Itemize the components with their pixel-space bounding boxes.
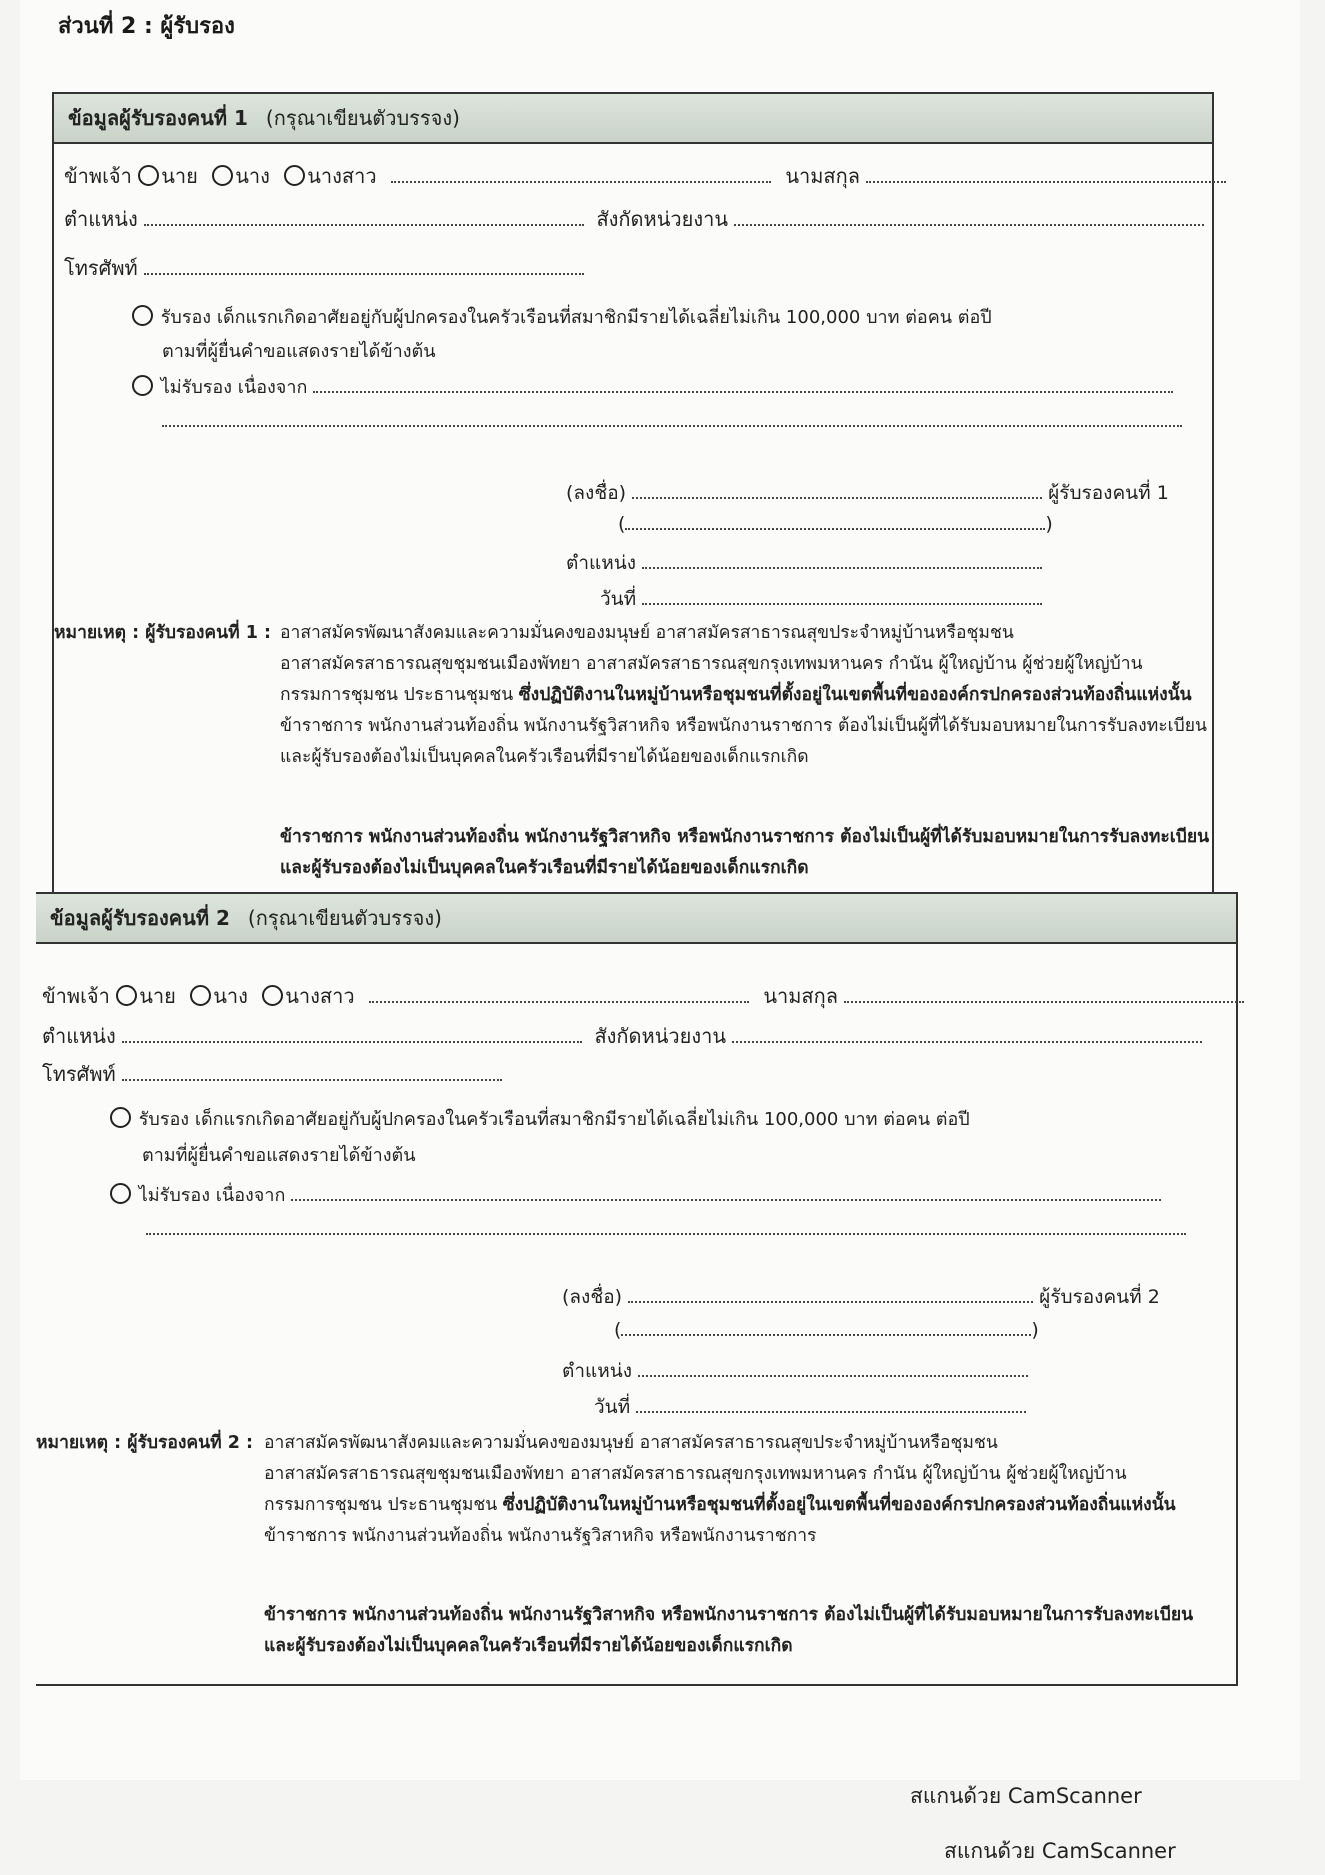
certifier-2-header-hint: (กรุณาเขียนตัวบรรจง) (247, 906, 442, 930)
certifier-2-certify-text-2: ตามที่ผู้ยื่นคำขอแสดงรายได้ข้างต้น (142, 1145, 416, 1166)
signature-field[interactable] (628, 1285, 1033, 1303)
surname-label: นามสกุล (763, 984, 838, 1008)
title-option-mrs[interactable]: นาง (212, 164, 270, 188)
sign-position-field[interactable] (638, 1359, 1028, 1377)
name-field[interactable] (369, 985, 749, 1003)
printed-name-field[interactable] (621, 1318, 1031, 1336)
certifier-1-sign-date-row: วันที่ (600, 584, 1042, 614)
unit-label: สังกัดหน่วยงาน (594, 1024, 726, 1048)
position-label: ตำแหน่ง (64, 207, 138, 231)
phone-label: โทรศัพท์ (42, 1062, 116, 1086)
surname-field[interactable] (844, 985, 1244, 1003)
certifier-2-note-label: หมายเหตุ : ผู้รับรองคนที่ 2 : (36, 1433, 253, 1453)
certifier-1-not-certify-option[interactable]: ไม่รับรอง เนื่องจาก (132, 372, 1173, 401)
reason-field-2[interactable] (146, 1217, 1186, 1235)
certifier-1-certify-text-2: ตามที่ผู้ยื่นคำขอแสดงรายได้ข้างต้น (162, 341, 436, 362)
sign-role: ผู้รับรองคนที่ 1 (1048, 482, 1169, 504)
note-line: ข้าราชการ พนักงานส่วนท้องถิ่น พนักงานรัฐวิสาหกิจ หรือพนักงานราชการ (264, 1526, 817, 1546)
title-option-mrs[interactable]: นาง (190, 984, 248, 1008)
surname-label: นามสกุล (785, 164, 860, 188)
sign-label: (ลงชื่อ) (562, 1286, 623, 1308)
position-field[interactable] (144, 208, 584, 226)
title-option-mr[interactable]: นาย (138, 164, 198, 188)
note-line: อาสาสมัครพัฒนาสังคมและความมั่นคงของมนุษย์ อาสาสมัครสาธารณสุขประจำหมู่บ้านหรือชุมชน (264, 1433, 998, 1453)
phone-field[interactable] (144, 257, 584, 275)
radio-icon[interactable] (110, 1107, 131, 1128)
radio-icon[interactable] (190, 985, 211, 1006)
certifier-1-bold-warning: ข้าราชการ พนักงานส่วนท้องถิ่น พนักงานรัฐวิสาหกิจ หรือพนักงานราชการ ต้องไม่เป็นผู้ที่ได้รับมอบหมายในการรับลงทะเบียน และผู้รับรองต้องไม่เป็นบุคคลในครัวเรือนที่มีรายได้น้อยของเด็กแรกเกิด (280, 827, 1210, 878)
certifier-1-note-body (280, 618, 1207, 773)
reason-field-2[interactable] (162, 409, 1182, 427)
position-label: ตำแหน่ง (42, 1024, 116, 1048)
certifier-2-sign-date-row: วันที่ (594, 1392, 1026, 1422)
sign-date-field[interactable] (642, 587, 1042, 605)
certifier-1-name-row (64, 160, 1226, 192)
certifier-2-printed-name-row: ( ) (614, 1319, 1039, 1341)
printed-name-field[interactable] (625, 512, 1045, 530)
phone-label: โทรศัพท์ (64, 256, 138, 280)
sign-date-field[interactable] (636, 1395, 1026, 1413)
position-field[interactable] (122, 1025, 582, 1043)
certifier-1-sign-row (566, 478, 1169, 508)
note-line: อาสาสมัครสาธารณสุขชุมชนเมืองพัทยา อาสาสมัครสาธารณสุขกรุงเทพมหานคร กำนัน ผู้ใหญ่บ้าน ผู้ช่วยผู้ใหญ่บ้าน (264, 1464, 1127, 1484)
signature-field[interactable] (632, 481, 1042, 499)
unit-field[interactable] (732, 1025, 1202, 1043)
certifier-2-certify-option[interactable]: รับรอง เด็กแรกเกิดอาศัยอยู่กับผู้ปกครองในครัวเรือนที่สมาชิกมีรายได้เฉลี่ยไม่เกิน 100,000 บาท ต่อคน ต่อปี (110, 1104, 970, 1133)
not-certify-reason-field[interactable] (313, 375, 1173, 393)
radio-icon[interactable] (212, 165, 233, 186)
certifier-1-header-title: ข้อมูลผู้รับรองคนที่ 1 (68, 106, 248, 130)
certifier-2-bold-warning: ข้าราชการ พนักงานส่วนท้องถิ่น พนักงานรัฐวิสาหกิจ หรือพนักงานราชการ ต้องไม่เป็นผู้ที่ได้รับมอบหมายในการรับลงทะเบียน และผู้รับรองต้องไม่เป็นบุคคลในครัวเรือนที่มีรายได้น้อยของเด็กแรกเกิด (264, 1605, 1194, 1656)
note-line: ข้าราชการ พนักงานส่วนท้องถิ่น พนักงานรัฐวิสาหกิจ หรือพนักงานราชการ ต้องไม่เป็นผู้ที่ได้รับมอบหมายในการรับลงทะเบียน (280, 716, 1207, 736)
certifier-2-phone-row (42, 1058, 502, 1090)
sign-position-field[interactable] (642, 551, 1042, 569)
surname-field[interactable] (866, 165, 1226, 183)
radio-icon[interactable] (116, 985, 137, 1006)
certifier-1-printed-name-row: ( ) (618, 513, 1053, 535)
certifier-1-reason-line-2[interactable] (162, 408, 1182, 432)
certifier-2-header (36, 894, 1236, 944)
radio-icon[interactable] (132, 375, 153, 396)
title-option-mr[interactable]: นาย (116, 984, 176, 1008)
radio-icon[interactable] (110, 1183, 131, 1204)
note-line: กรรมการชุมชน ประธานชุมชน ซึ่งปฏิบัติงานในหมู่บ้านหรือชุมชนที่ตั้งอยู่ในเขตพื้นที่ขององค์กรปกครองส่วนท้องถิ่นแห่งนั้น (264, 1495, 1176, 1515)
title-option-miss[interactable]: นางสาว (262, 984, 354, 1008)
certifier-1-phone-row (64, 252, 584, 284)
certifier-1-position-row (64, 203, 1204, 235)
title-option-miss[interactable]: นางสาว (284, 164, 376, 188)
certifier-2-name-row (42, 980, 1244, 1012)
radio-icon[interactable] (262, 985, 283, 1006)
certifier-2-position-row (42, 1020, 1202, 1052)
name-label: ข้าพเจ้า (42, 984, 110, 1008)
note-line: อาสาสมัครสาธารณสุขชุมชนเมืองพัทยา อาสาสมัครสาธารณสุขกรุงเทพมหานคร กำนัน ผู้ใหญ่บ้าน ผู้ช่วยผู้ใหญ่บ้าน (280, 654, 1143, 674)
note-line: อาสาสมัครพัฒนาสังคมและความมั่นคงของมนุษย์ อาสาสมัครสาธารณสุขประจำหมู่บ้านหรือชุมชน (280, 623, 1014, 643)
camscanner-watermark-1: สแกนด้วย CamScanner (910, 1784, 1142, 1808)
radio-icon[interactable] (284, 165, 305, 186)
certifier-2-sign-row (562, 1282, 1160, 1312)
unit-field[interactable] (734, 208, 1204, 226)
phone-field[interactable] (122, 1063, 502, 1081)
certifier-1-header (54, 94, 1212, 144)
sign-label: (ลงชื่อ) (566, 482, 627, 504)
certifier-1-certify-option[interactable]: รับรอง เด็กแรกเกิดอาศัยอยู่กับผู้ปกครองในครัวเรือนที่สมาชิกมีรายได้เฉลี่ยไม่เกิน 100,000 บาท ต่อคน ต่อปี (132, 302, 992, 331)
certifier-2-not-certify-option[interactable]: ไม่รับรอง เนื่องจาก (110, 1180, 1161, 1209)
note-line: และผู้รับรองต้องไม่เป็นบุคคลในครัวเรือนที่มีรายได้น้อยของเด็กแรกเกิด (280, 747, 809, 767)
radio-icon[interactable] (132, 305, 153, 326)
radio-icon[interactable] (138, 165, 159, 186)
section-title: ส่วนที่ 2 : ผู้รับรอง (58, 14, 235, 39)
camscanner-watermark-2: สแกนด้วย CamScanner (944, 1839, 1176, 1863)
name-field[interactable] (391, 165, 771, 183)
sign-role: ผู้รับรองคนที่ 2 (1039, 1286, 1160, 1308)
certifier-2-note-body (264, 1428, 1176, 1552)
certifier-1-sign-position-row: ตำแหน่ง (566, 548, 1042, 578)
name-label: ข้าพเจ้า (64, 164, 132, 188)
unit-label: สังกัดหน่วยงาน (596, 207, 728, 231)
not-certify-reason-field[interactable] (291, 1183, 1161, 1201)
note-line: กรรมการชุมชน ประธานชุมชน ซึ่งปฏิบัติงานในหมู่บ้านหรือชุมชนที่ตั้งอยู่ในเขตพื้นที่ขององค์กรปกครองส่วนท้องถิ่นแห่งนั้น (280, 685, 1192, 705)
certifier-2-header-title: ข้อมูลผู้รับรองคนที่ 2 (50, 906, 230, 930)
certifier-1-note-label: หมายเหตุ : ผู้รับรองคนที่ 1 : (54, 623, 271, 643)
certifier-1-header-hint: (กรุณาเขียนตัวบรรจง) (265, 106, 460, 130)
certifier-2-reason-line-2[interactable] (146, 1216, 1186, 1240)
certifier-2-sign-position-row: ตำแหน่ง (562, 1356, 1028, 1386)
